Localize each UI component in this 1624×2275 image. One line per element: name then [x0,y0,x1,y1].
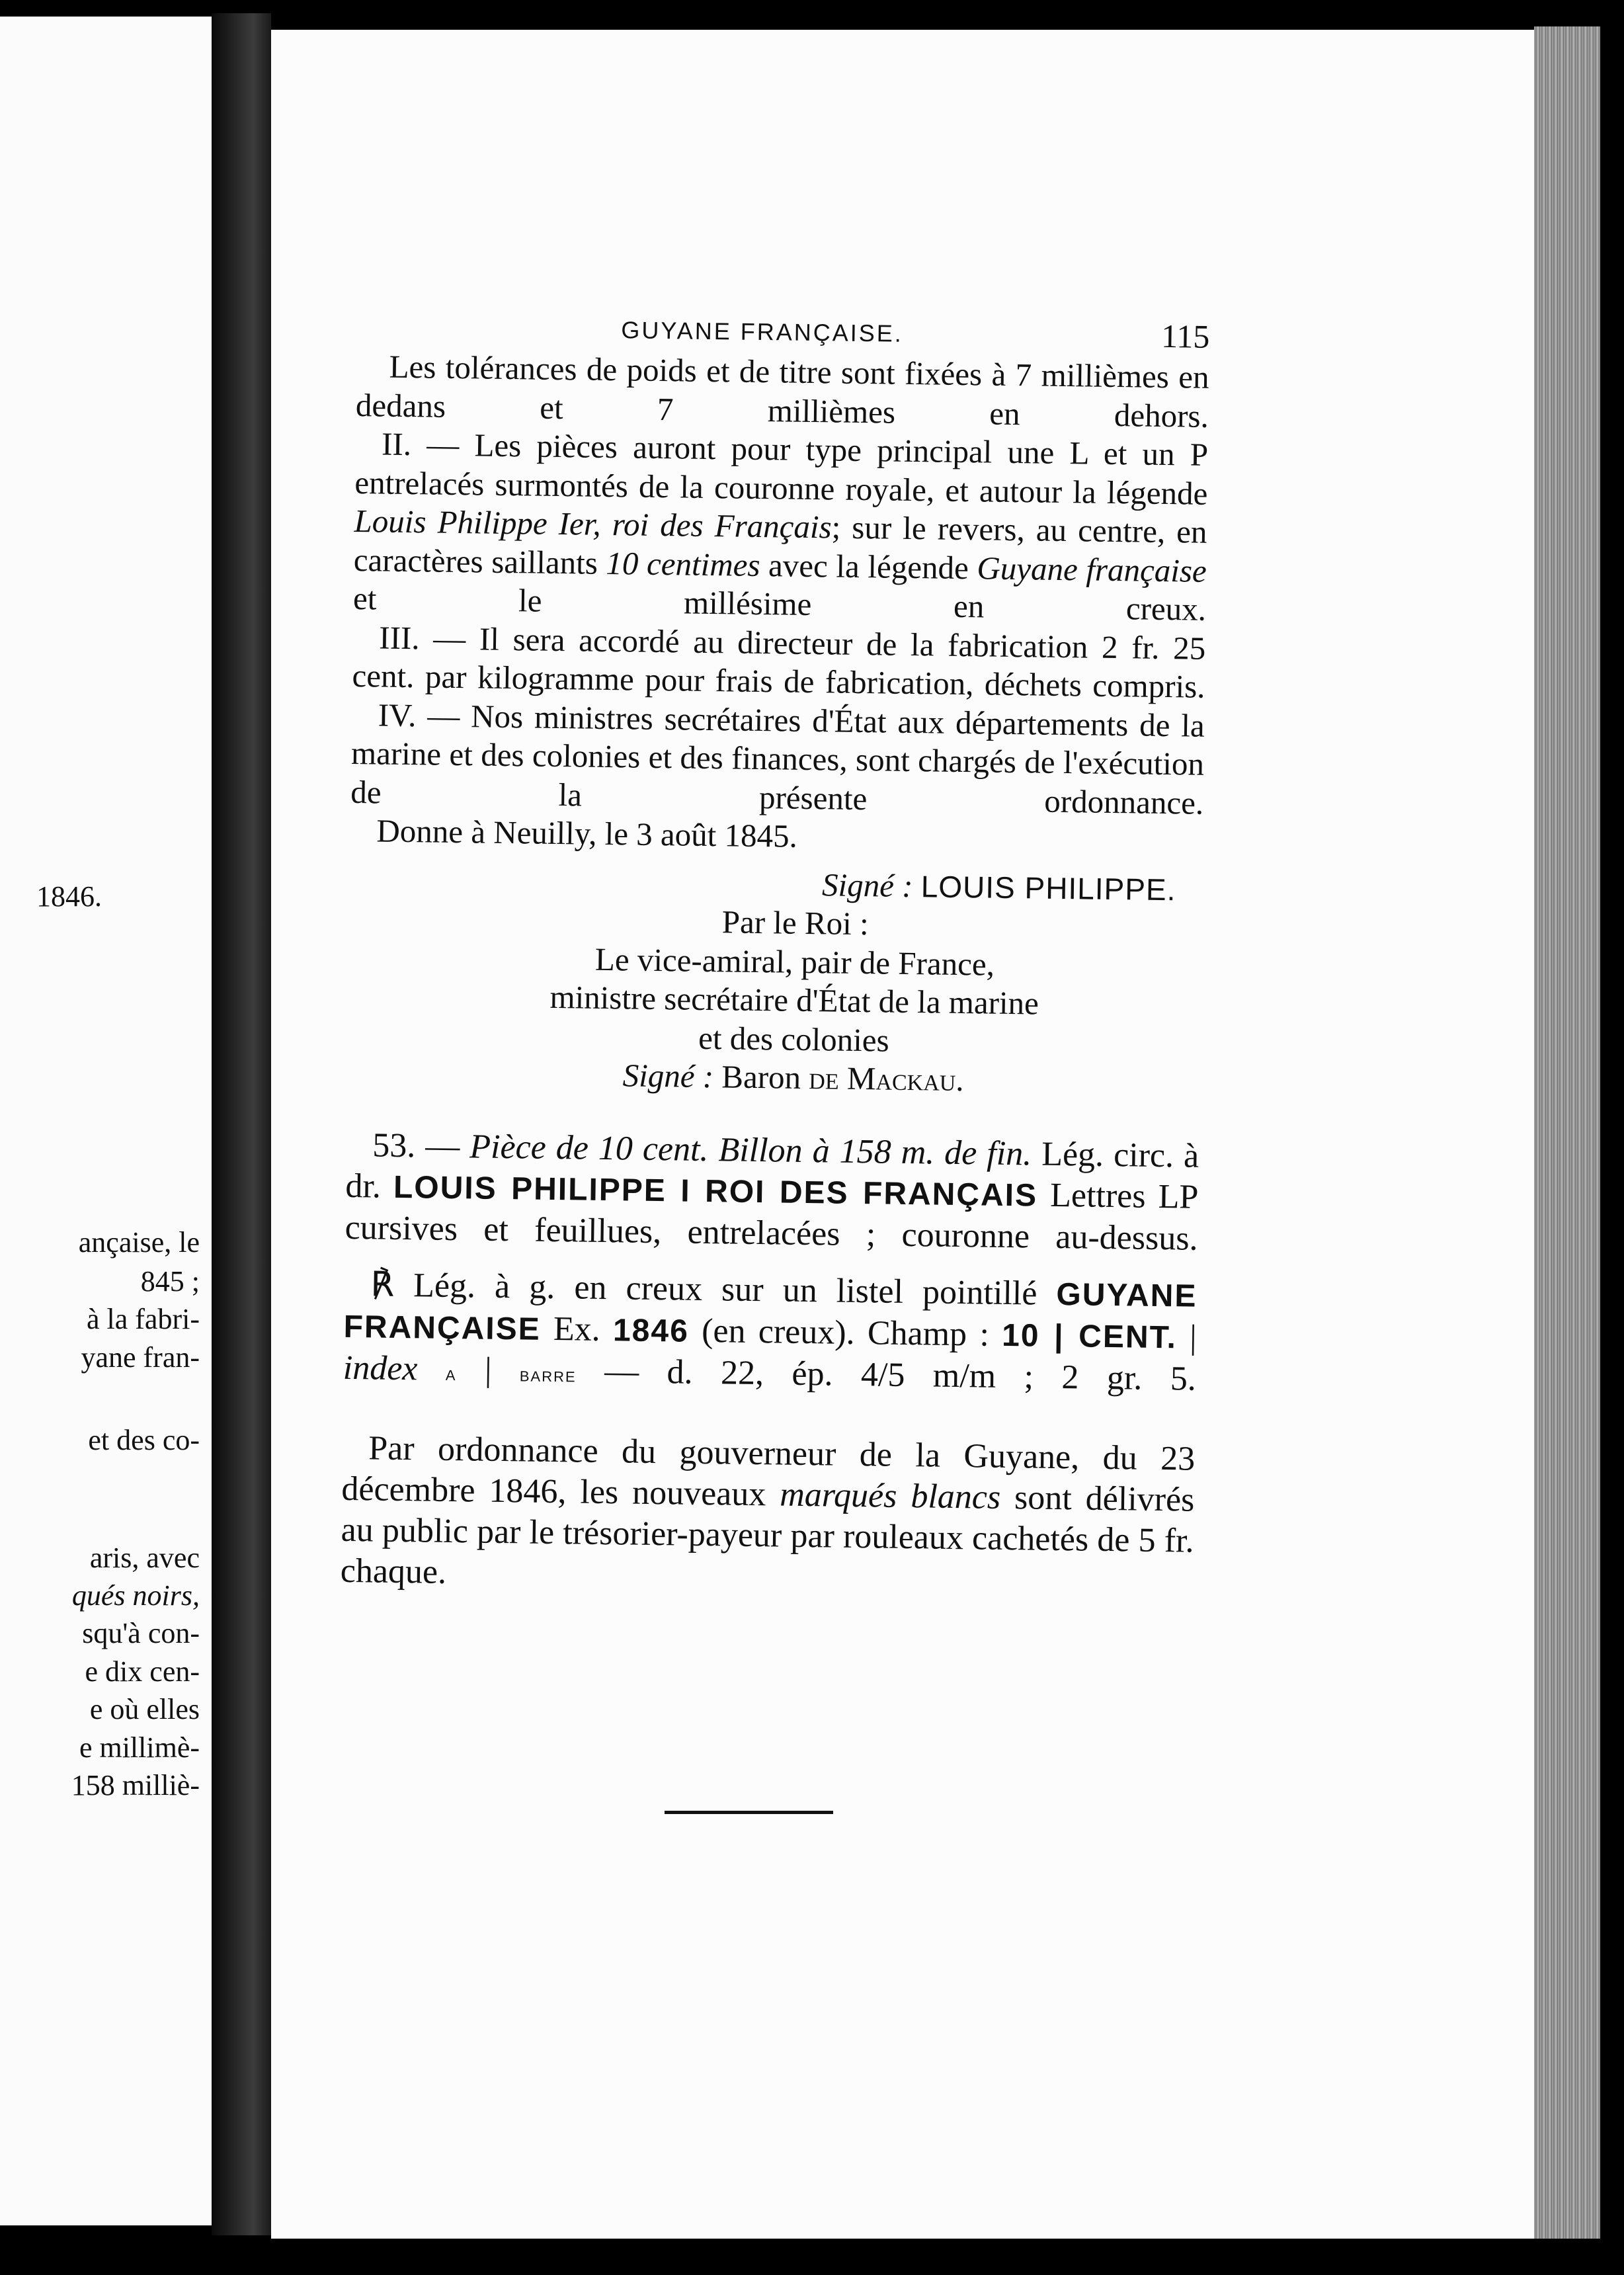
paragraph-date: Donne à Neuilly, le 3 août 1845. [376,812,798,854]
paragraph-tolerances: Les tolérances de poids et de titre sont fixées à 7 millièmes en dedans et 7 millièmes en dehors. [355,348,1209,434]
paragraph-article-4: IV. — Nos ministres secrétaires d'État aux départements de la marine et des colonies et des finances, sont chargés de l'exécution de la présente ordonnance. [350,696,1205,821]
index-label: index [343,1348,418,1387]
left-fragment: e dix cen- [85,1655,200,1688]
page-text [340,301,1209,1602]
left-fragment: 845 ; [140,1265,200,1298]
baron-prefix: Baron [721,1058,801,1096]
left-fragment: qués noirs, [71,1579,200,1612]
obverse-legend: LOUIS PHILIPPE I ROI DES FRANÇAIS [393,1169,1038,1214]
paragraph-article-2 [353,425,1209,629]
obverse-description: Lettres LP cursives et feuillues, entrelacées ; couronne au-dessus. [345,1176,1199,1258]
marques-blancs: marqués blancs [779,1475,1001,1516]
ex-year: 1846 [612,1312,690,1349]
end-rule [665,1811,833,1814]
text-run: avec la légende [760,546,977,586]
text-run: II. — Les pièces auront pour type principal une L et un P entrelacés surmontés de la couronne royale, et autour la légende [354,425,1209,512]
left-fragment: e millimè- [79,1731,200,1764]
catalog-entry-53 [345,1124,1199,1259]
by-king: Par le Roi : [721,903,870,942]
catalog-reverse [343,1264,1197,1405]
signed-label: Signé : [821,866,913,904]
index-mark: A [445,1366,457,1384]
baron-name: de Mackau. [809,1059,965,1098]
left-fragment: squ'à con- [82,1617,200,1649]
running-title: GUYANE FRANÇAISE. [621,316,904,347]
left-page-year: 1846. [36,880,102,913]
minister-line: et des colonies [698,1019,890,1059]
left-facing-page [0,17,212,2225]
left-fragment: aris, avec [89,1542,200,1574]
text-run: Lég. à g. en creux sur un listel pointillé [413,1266,1037,1313]
separator: | [484,1350,492,1389]
left-fragment: ançaise, le [78,1226,200,1259]
text-run: ; sur le revers, au centre, en caractères saillants [353,509,1207,581]
entry-title: Pièce de 10 cent. Billon à 158 m. de fin. [469,1127,1032,1173]
text-run: (en creux). Champ : [701,1311,990,1354]
page-edge-stack [1534,26,1600,2239]
left-fragment: yane fran- [81,1341,200,1374]
legend-italic: Louis Philippe Ier, roi des Français [354,502,832,546]
value-italic: 10 centimes [606,544,760,583]
minister-line: Le vice-amiral, pair de France, [594,940,995,983]
left-fragment: à la fabri- [87,1303,200,1335]
closing-paragraph [340,1427,1195,1602]
king-name: LOUIS PHILIPPE. [920,868,1176,907]
entry-number: 53. — [372,1126,460,1165]
separator: | [1189,1318,1198,1356]
text-run: et le millésime en creux. [352,579,1207,628]
reverse-legend: GUYANE FRANÇAISE [343,1276,1198,1347]
barre-mark: BARRE [519,1367,577,1385]
left-fragment: e où elles [89,1693,200,1725]
signed-label: Signé : [622,1057,714,1095]
page-number: 115 [1160,317,1210,355]
left-fragment: 158 milliè- [71,1769,200,1801]
minister-line: ministre secrétaire d'État de la marine [549,978,1039,1022]
legend-italic: Guyane française [977,549,1207,589]
book-gutter [212,13,271,2235]
text-run: sont délivrés au public par le trésorier-payeur par rouleaux cachetés de 5 fr. chaque. [340,1478,1195,1591]
left-fragment: et des co- [88,1424,200,1456]
dimensions: — d. 22, ép. 4/5 m/m ; 2 gr. 5. [604,1352,1197,1398]
reverse-symbol: ℟ [370,1265,395,1304]
ex-label: Ex. [553,1309,601,1348]
field-value: 10 | CENT. [1001,1317,1178,1355]
paragraph-article-3: III. — Il sera accordé au directeur de la fabrication 2 fr. 25 cent. par kilogramme pour frais de fabrication, déchets compris. [352,618,1206,705]
text-run: Par ordonnance du gouverneur de la Guyane, du 23 décembre 1846, les nouveaux [341,1428,1196,1514]
text-run: Lég. circ. à dr. [345,1135,1199,1206]
